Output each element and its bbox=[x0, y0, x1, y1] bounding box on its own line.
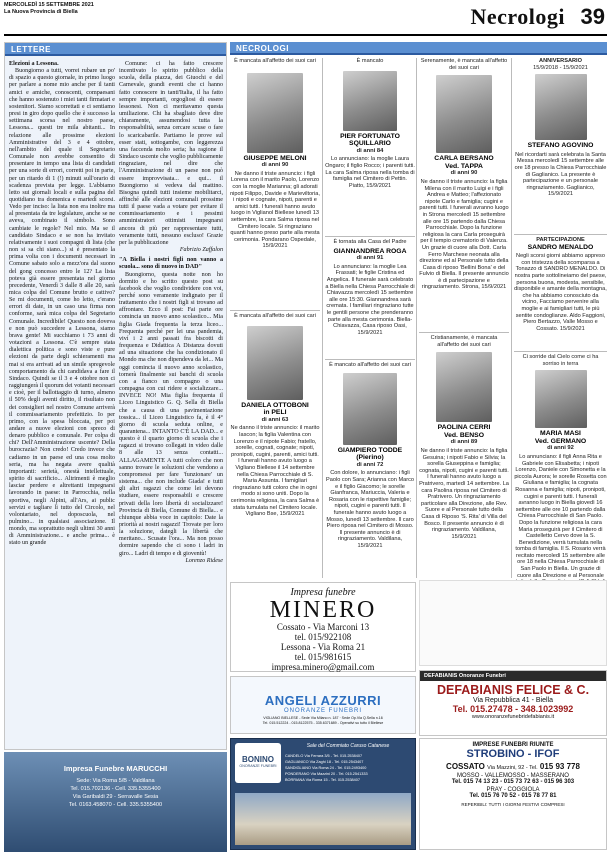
ad-minero-line: tel. 015/981615 bbox=[294, 652, 352, 662]
portrait-photo bbox=[247, 73, 303, 153]
ad-strobino-name: STROBINO - IFOF bbox=[466, 748, 560, 760]
ad-bonino-line: BORRIANA Via Roma 15 - Tel. 015.2538407 bbox=[285, 778, 360, 782]
obit-text: Nel ricordarti sarà celebrata la Santa Messa mercoledì 15 settembre alle ore 18 presso la Chiesa Parrocchiale di Gaglianico. La presente è partecipazione e un personale ringraziamento. Gaglianico, 15/9/2021 bbox=[514, 151, 607, 198]
divider bbox=[419, 332, 509, 333]
obit-text: Lo annunciano: la moglie Lea Frassati; le figlie Cristina ed Angelica. Il funerale sarà celebrato a Biella nella Chiesa Parrocchiale di Chiavazza mercoledì 15 settembre alle ore 15:30. Giannandrea sarà cremata. I familiari ringraziano tutte le gentili persone che prenderanno parte alla mesta cerimonia. Biella-Chiavazza, Casa riposo Oasi, 15/9/2021 bbox=[325, 263, 415, 336]
ad-marucchi-head: Impresa Funebre MARUCCHI bbox=[63, 764, 168, 773]
issue-date: MERCOLEDÌ 15 SETTEMBRE 2021 bbox=[4, 2, 94, 8]
ad-marucchi-line: Tel. 0163.458070 - Cell. 335.5355400 bbox=[68, 802, 163, 808]
ad-bonino-line: PONDERANO Via Mazzini 20 - Tel. 015.2541333 bbox=[285, 772, 368, 776]
ad-defabianis-web: www.onoranzefunebridefabianis.it bbox=[471, 714, 555, 720]
obit-text: Ne danno il triste annuncio: i figli Lorena con il marito Paolo, Lorenzo con la moglie Marianna; gli adorati nipoti Filippo, Davide e Marieviltoria, i nipoti e cognate, nipoti, parenti e amici tutti. I funerali hanno avuto luogo in Viglianol Biellese lunedì 13 settembre, la cara Salma riposa nel Cimitero locale. Si ringraziano quanti hanno preso parte alla mesta cerimonia. Pondarano Ospedale, 15/9/2021 bbox=[230, 170, 320, 250]
obit-name-2: Ved. BENSO bbox=[443, 431, 485, 439]
obit-name: SANDRO MENALDO bbox=[527, 243, 594, 251]
portrait-photo bbox=[535, 370, 587, 428]
divider bbox=[325, 236, 415, 237]
ad-minero-name: MINERO bbox=[269, 597, 377, 623]
obit-name: PIER FORTUNATO SQUILLARIO bbox=[340, 132, 400, 148]
letters-col-1 bbox=[9, 61, 115, 749]
obit-text: Lo annunciano: il figli Anna Rita e Gabriele con Elisabetta; i nipoti Lorenzo, Daniele con Simonetta e la piccola Aurora; le sorelle Rosetta con Giuliana e famiglia; la cognata Rosanna e famiglia; nipoti, pronipoti, cugini e parenti tutti. I funerali avranno luogo in Biella giovedì 16 settembre alle ore 10 partendo dalla Chiesa Parrocchiale di San Paolo. Dopo la funzione religiosa la cara Maria proseguirà per il Cimitero di Castelletto Cervo dove la S. Benedizione, verrà tumulata nella tomba di famiglia. Il S. Rosario verrà recitato mercoledì 15 settembre alle ore 18 nella Chiesa Parrocchiale di San Paolo in Biella. Un grazie di cuore alla Direzione e al Personale bbox=[514, 453, 607, 579]
ad-strobino-street: Via Mazzini, 92 - Tel. bbox=[487, 765, 538, 771]
ad-bonino-line: CANDELO Via Ferrara 3/5 - Tel. 015.2538407 bbox=[285, 754, 363, 758]
ad-strobino-places: MOSSO - VALLEMOSSO - MASSERANO bbox=[457, 773, 569, 779]
obit-age: di anni 90 bbox=[450, 170, 478, 177]
portrait-photo bbox=[535, 74, 587, 140]
obit-column-1 bbox=[230, 58, 320, 575]
column-rule bbox=[511, 58, 512, 578]
obit-name: GIUSEPPE MELONI bbox=[243, 154, 307, 162]
ad-strobino-top: IMPRESE FUNEBRI RIUNITE bbox=[472, 742, 554, 748]
ad-bonino-name: BONINO bbox=[242, 755, 274, 764]
ad-bonino-sub: ONORANZE FUNEBRI bbox=[239, 764, 277, 768]
obit-age: di anni 92 bbox=[547, 445, 574, 452]
ad-strobino-city: COSSATO bbox=[446, 762, 485, 771]
column-rule bbox=[322, 58, 323, 578]
ad-bonino-logo bbox=[235, 743, 281, 783]
section-title: Necrologi bbox=[470, 4, 565, 29]
ad-defabianis-tel: Tel. 015.27478 - 348.1023992 bbox=[452, 704, 574, 714]
obit-name: DANIELA OTTOBONI bbox=[241, 401, 309, 409]
participation bbox=[514, 237, 607, 349]
obit-intro: È mancato bbox=[356, 58, 384, 64]
ad-minero-line: tel. 015/922108 bbox=[294, 632, 352, 642]
obit-intro: Ci sorride dal Cielo come ci ha sorriso in terra bbox=[522, 354, 599, 367]
obit-column-4 bbox=[514, 58, 607, 584]
obit-text: Ne danno il triste annuncio: la figlia Gesuina; i nipoti Fabio e Silvia; la sorella Giuseppina e famiglia; cognata, nipoti, cugini e parenti tutti. I funerali hanno avuto luogo a Pratrivero, martedì 14 settembre. La cara Paolina riposa nel Cimitero di Pratrivero. Un ringraziamento particolare alla Direzione, alle Rev. Suore e al Personale tutto della Casa di Riposo 'S. Rita' di Villa del Bosco. Il presente annuncio è di ringraziamento. Valdilana, 15/9/2021 bbox=[419, 447, 509, 540]
ad-marucchi bbox=[4, 752, 227, 852]
letters-col-2 bbox=[119, 61, 223, 749]
obit-name-2: Ved. GERMANO bbox=[534, 437, 587, 445]
obit-name-2: Ved. TAPPA bbox=[445, 162, 483, 170]
letter-signature-2: Lorenzo Ridese bbox=[185, 557, 223, 564]
anniversary-dates: 15/9/2018 - 15/9/2021 bbox=[533, 64, 588, 71]
ad-strobino-tel: Tel. 015 74 13 23 - 015 73 72 63 - 015 96 303 bbox=[451, 779, 575, 785]
ad-angeli-name: ANGELI AZZURRI bbox=[264, 693, 382, 708]
ad-defabianis-addr: Via Repubblica 41 - Biella bbox=[472, 697, 554, 704]
obit-text: Ne danno il triste annuncio: il marito Iascon; la figlia Valentina con Lorenzo e il nipote Fabio; fratello, sorelle, cognati, cognate; nipoti, pronipoti, cugini, parenti, amici tutti. I funerali hanno avuto luogo a Vigliano Biellese il 14 settembre nella Chiesa Parrocchiale di S. Maria Assunta. I famigliari ringraziano tutti coloro che in ogni modo si sono uniti. Dopo la cerimonia religiosa, la cara Salma è stata tumulata nel Cimitero locale. Vigliano Bse, 15/9/2021 bbox=[230, 425, 320, 518]
ad-strobino-city2: PRAY - COGGIOLA bbox=[486, 787, 540, 793]
ad-marucchi-line: Tel. 015.702136 - Cell. 335.5355400 bbox=[70, 786, 161, 792]
obit-name: STEFANO AGOVINO bbox=[527, 142, 594, 150]
letter-body-cont: Comune: ci ha fatto crescere incentivato lo spirito pubblico della scuola, della piazza, dei Giuochi e del Carnevale, grandi eventi che ci hanno fatto conoscere in tanti'Italia, il ha fatto sempre importanti, orgogliosi di essere lessonesi. Non ci meritavamo questa umiliazione. Chi ha sbagliato deve dire chiaramente, assumendosi tutta la responsabilità, senza cercare scuse o fare lo scaricabarile. Partiamo le prove sul esser stati, sottogambe, con leggerezza una faccenda molto seria; ha ragione il Sindaco uscente che voglio pubblicamente ringraziare, nel dire che l'Amministrazione di un paese non può essere improvvisata... e qui... il Buongiorno si vedeva dal mattino. Bisogna quindi tutti insieme mobilitarci, affinché alle elezioni comunali prossime tutti il paese vada a votare per evitare il commissariamento e i pessimi amministratori ottimisti impegnarsi ancora di più per rappresentare tutti, veramente tutti, nessuno escluso! Grazie per la pubblicazione bbox=[119, 61, 223, 246]
obit-column-3 bbox=[419, 58, 509, 575]
divider bbox=[325, 359, 415, 360]
obit-intro: ANNIVERSARIO bbox=[539, 58, 582, 64]
obit-intro: Cristianamente, è mancata all'affetto dei suoi cari bbox=[430, 335, 498, 348]
letters-panel bbox=[4, 42, 227, 750]
necrologi-header: NECROLOGI bbox=[230, 42, 607, 55]
obit-intro: PARTECIPAZIONE bbox=[536, 237, 585, 243]
obit-age: di anni 89 bbox=[450, 439, 478, 446]
obit-age: di anni 72 bbox=[356, 461, 384, 468]
obit-intro: È mancato all'affetto dei suoi cari bbox=[329, 362, 411, 368]
ad-strobino bbox=[419, 738, 607, 850]
obituary bbox=[514, 354, 607, 584]
masthead bbox=[4, 2, 94, 15]
obituary bbox=[325, 239, 415, 357]
obit-age: di anni 90 bbox=[261, 162, 289, 169]
letter-body: Buongiorno a tutti, vorrei rubare un po' di spazio a questo giornale, in primo luogo per parlare a nome mio anche per il tanti amici e amiche, conoscenti, compaesani che hanno sostenuto i miei tanti firmatari e sostenitori. Siamo scorrettati e ci sentiamo presi in giro dopo quello che è successo la settimana scorsa nel nostro paese, Lessona... questi tre mila abitanti... In relazione alle prossime elezioni Amministrative del 3 e 4 ottobre, nell'ambito del quale il Segretario Comunale non avrebbe consentito di presentare in tempo una lista di candidati per una sorte di errori, corretti poi in parte, per un ritardo di 1 (!) minuti sull'orario di scadenza prevista per legge. L'abbiamo letto sui giornali locali e sulla pagina del quotidiano tra domenica e martedì scorsi. Vedo per inciso: la lista non era inoltre ma al presentata da tre legislature, anche se ne aveva, combinato il simbolo. Sono cambiate le regole? Nel mio. Ma se il candidato Sindaco e se non ha invitato relativamente i suoi compagni di lista (che non si sa chi siano...) si è presentato la prima volta con i documenti necessari in Comune sabato solo a mezz'ora dal suono del gong concesso entro le 12? La lista poteva già essere presentata nel giorno precedente, Venerdì 3 dalle 8 alle 20, sarà mica colpa del Comune brutto e cattivo? Se mi documenti, come ho letto, c'erano errori di date, in un caso una firma non conforme, sarà mica colpa del Segretario Comunale. Incredibile! Questo non doveva e non può succedere a Lessona, siamo brava gente! Mi succhiamo i 73 anni di votazioni a Lessona. C'è sempre stata dialettica politica e sono viste e pure elezioni da parte degli schieramenti ma mai si era arrivati ad un simile spregevole comportamento da chi candidava a fare il Sindaco. Quindi se il 3 e 4 ottobre non ci raggiungerà il quorum dei votanti necessari e cioè, per il ballottaggio di turno, almeno il 50% degli aventi diritto, il risultato non dei consiglieri nel nostro Comune arriverà il commissariamento prefettizio. Io per primo, con la spesa bloccata, per poi andare a nuove elezioni con spreco di denaro pubblico e comunale. Per colpa di chi? Dell'Amministrazione uscente? Della burocrazia? Non credo! Credo invece che cadiamo in un paese ed una cosa molto seria, ma ha negata avere qualità importanti: serietà, onestà intellettuale, spirito di sacrificio... Altrimenti è meglio lasciar perdere e altrettanti impegnarsi lavorando in paese: in Parrocchia, nella sportiva, negli Alpini, all'Ars, ai public servizi e tagliare lì tutto del Circolo, nel volontariato, nel doposcuola, nel pulmino... in qualsiasi associazione. Il mondo, ma soprattutto negli ultimi 30 anni di Amministrazione... e anche prima... è stato un grande bbox=[9, 68, 115, 547]
portrait-photo bbox=[343, 373, 397, 445]
ad-minero-line: Lessona - Via Roma 21 bbox=[280, 642, 366, 652]
page-number: 39 bbox=[580, 4, 605, 29]
obit-intro: Serenamente, è mancata all'affetto dei suoi cari bbox=[420, 58, 508, 71]
ad-strobino-foot: REPERIBILI: TUTTI I GIORNI FESTIVI COMPRESI bbox=[461, 802, 565, 807]
obit-age: di anni 91 bbox=[356, 255, 384, 262]
header-rule bbox=[4, 34, 607, 36]
obit-column-2 bbox=[325, 58, 415, 576]
obituary bbox=[230, 58, 320, 308]
ad-defabianis-top: DEFABIANIS Onoranze Funebri bbox=[420, 671, 606, 681]
portrait-photo bbox=[436, 352, 492, 422]
obituary bbox=[419, 58, 509, 330]
anniversary bbox=[514, 58, 607, 232]
ad-bonino-line: SANDIGLIANO Via Roma 24 - Tel. 015.2493400 bbox=[285, 766, 367, 770]
portrait-photo bbox=[247, 326, 303, 400]
obituary bbox=[325, 58, 415, 234]
ad-angeli-sub: ONORANZE FUNEBRI bbox=[283, 708, 362, 714]
obit-name: GIANNANDREA ROGA bbox=[333, 247, 407, 255]
obituary bbox=[230, 313, 320, 575]
ad-bonino-head: Sale del Commiato Caruso Catanese bbox=[306, 743, 390, 749]
obituary bbox=[419, 335, 509, 575]
ad-minero bbox=[230, 582, 416, 672]
obit-name-2: in PELI bbox=[263, 409, 287, 417]
letters-header: LETTERE bbox=[5, 43, 226, 56]
ad-strobino-num: 015 93 778 bbox=[539, 762, 580, 771]
divider bbox=[514, 234, 607, 235]
ad-angeli-addr: VIGLIANO BIELLESE - Sede Via Milano n. 187 · Sede Op.Via Q.Sella n.16 bbox=[263, 716, 383, 720]
ad-bonino-line: GAGLIANICO Via Zaghi 18 - Tel. 015.2543407 bbox=[285, 760, 364, 764]
ad-bonino bbox=[230, 738, 416, 850]
obit-name: PAOLINA CERRI bbox=[437, 424, 491, 432]
obit-intro: È mancata all'affetto dei suoi cari bbox=[234, 313, 316, 319]
ad-angeli-azzurri bbox=[230, 676, 416, 734]
obituary bbox=[325, 362, 415, 576]
letter-title-2: "A Biella i nostri figli non vanno a scuola... sono di nuovo in DAD" bbox=[119, 257, 223, 271]
obit-name: MARIA MASI bbox=[540, 430, 581, 438]
ad-marucchi-line: Sede: Via Roma 5/B - Valdilana bbox=[76, 778, 155, 784]
obit-text: Ne danno il triste annuncio: la figlia Milena con il marito Luigi e i figli Andrea e Matteo; l'affezionato nipote Carlo e famiglia; cugini e parenti tutti. I funerali avranno luogo in Strona mercoledì 15 settembre alle ore 15 partendo dalla Chiesa Parrocchiale. Dopo la funzione religiosa la cara Carla proseguirà per il tempio crematorio di Valenza. Un grazie di cuore alla Dott. Carla Ferro Marchese neonata alla direzione ed al Personale tutto della Casa di riposo 'Bellini Bona' e del Fulvio di Biella. Il presente annuncio è di partecipazione e ringraziamento. Strona, 15/9/2021 bbox=[419, 178, 509, 291]
ad-marucchi-line: Via Garibaldi 29 - Serravalle Sesia bbox=[72, 794, 159, 800]
letter-signature: Fabrizio Zaffalon bbox=[179, 247, 223, 254]
obit-name: GIAMPIERO TODDE bbox=[337, 446, 403, 454]
obit-age: di anni 84 bbox=[356, 147, 384, 154]
obit-text: Lo annunciano: la moglie Laura Ongaro; il figlio Rocco; i parenti tutti. La cara Salma riposa nella tomba di famiglia nel Cimitero di Pettin. Piatto, 15/9/2021 bbox=[325, 156, 415, 189]
ad-strobino-tel2: Tel. 015 76 70 52 - 015 78 77 81 bbox=[469, 793, 557, 799]
obit-intro: È tornata alla Casa del Padre bbox=[333, 239, 407, 245]
obit-intro: È mancata all'affetto dei suoi cari bbox=[234, 58, 316, 64]
ad-minero-line: impresa.minero@gmail.com bbox=[271, 662, 375, 672]
ad-minero-pre: Impresa funebre bbox=[290, 587, 356, 598]
ad-defabianis-name: DEFABIANIS FELICE & C. bbox=[436, 683, 590, 697]
building-photo bbox=[235, 793, 411, 845]
letter-body-2: Buongiorno, questa notte non ho dormito e ho scritto questo post su facebook che voglio condividere con voi, perché sono veramente indignato per il trattamento che i nostri figli si trovano ad affrontare. Ecco il post: Fai parte ore comincia un nuovo anno scolastico... Mia figlia Giada frequenta la terza liceo... Frequenta perché per lei una pandemia, viví i 2 anni passati fra biscotti di frequenza e Didattica A Distanza dovuti ad una situazione che ha condizionato il Mondo ma che non dipendeva da lei... Ma oggi comincia il nuovo anno scolastico, tornerà finalmente sui banchi di scuola con a fianco un compagno o una compagna con cui ridere e socializzare... INVECE NO! Mia figlia frequenta il Liceo Linguistico G. Q. Sella di Biella che a causa di una pavimentazione tossica... il Liceo Linguistico fa, è il 4° giorno di scuola seduta online, e quarantena... INTANTO C'È LA DAD... e questo è il quarto giorno di scuola che i ragazzi si trovano collegati in video dalle 8 alle 13 senza contatti... ALLAGAMENTE A tutti coloro che non sanno trovare le soluzioni che vendono a compromessi per fare 'funzionare' un sistema... che non include Giada! e tutti gli altri ragazzi che come lei devono studiare, essere responsabili e crescere privati della loro libertà di socializzare! Provincia di Biella, Comune di Biella... e chiunque abbia voce in capitolo: Date la priorità ai nostri ragazzi! Trovate per loro la soluzione, dategli la libertà che meritano... Scusate l'ora... Ma non posso dormire sapendo che ci sono i ladri in giro... Ladri di tempo e di gioventù! bbox=[119, 271, 223, 557]
paper-name: La Nuova Provincia di Biella bbox=[4, 8, 78, 15]
divider bbox=[230, 310, 320, 311]
portrait-photo bbox=[436, 75, 492, 153]
column-rule bbox=[416, 58, 417, 578]
obit-name-2: (Pierino) bbox=[356, 454, 384, 462]
divider bbox=[514, 351, 607, 352]
obit-text: Negli scorsi giorni abbiamo appreso con tristezza della scomparsa a Tonazzo di SANDRO MENALDO. Di nostra parte sottolineiamo del paese, persona buona, modesta, sensibile, disponibile e amante della montagna, che ha abbiamo conosciuto da vicino, Facciamo pervenire alla moglie e ai famigliari tutti, le più sentite condoglianze. Aldo Faggioni, Piero Bertazzo, Valle Mosso e Cossato. 15/9/2021 bbox=[514, 253, 607, 332]
obit-text: Con dolore, lo annunciano: i figli Paolo con Sara; Arianna con Marco e il figlio Giacomo; le sorelle Gianfranca, Mariuccia, Valeria e Rosaria con le rispettive famiglie; nipoti, cugini e parenti tutti. Il funerale hanno avuto luogo a Mosso, lunedì 13 settembre. Il caro Piero riposa nel Cimitero di Mosso. Il presente annuncio è di ringraziamento. Valdilana, 15/9/2021 bbox=[326, 470, 414, 549]
faded-notice bbox=[419, 580, 607, 666]
ad-defabianis bbox=[419, 670, 607, 736]
portrait-photo bbox=[343, 71, 397, 131]
ad-minero-line: Cossato - Via Marconi 13 bbox=[276, 622, 370, 632]
obit-age: di anni 63 bbox=[261, 416, 289, 423]
letter-title: Elezioni a Lessona. bbox=[9, 61, 59, 67]
obit-name: CARLA BERSANO bbox=[434, 155, 494, 163]
ad-angeli-tel: Tel. 015.512224 - 015.8122575 - 335.6371689 - Operativi su tutto il Biellese bbox=[262, 720, 384, 725]
